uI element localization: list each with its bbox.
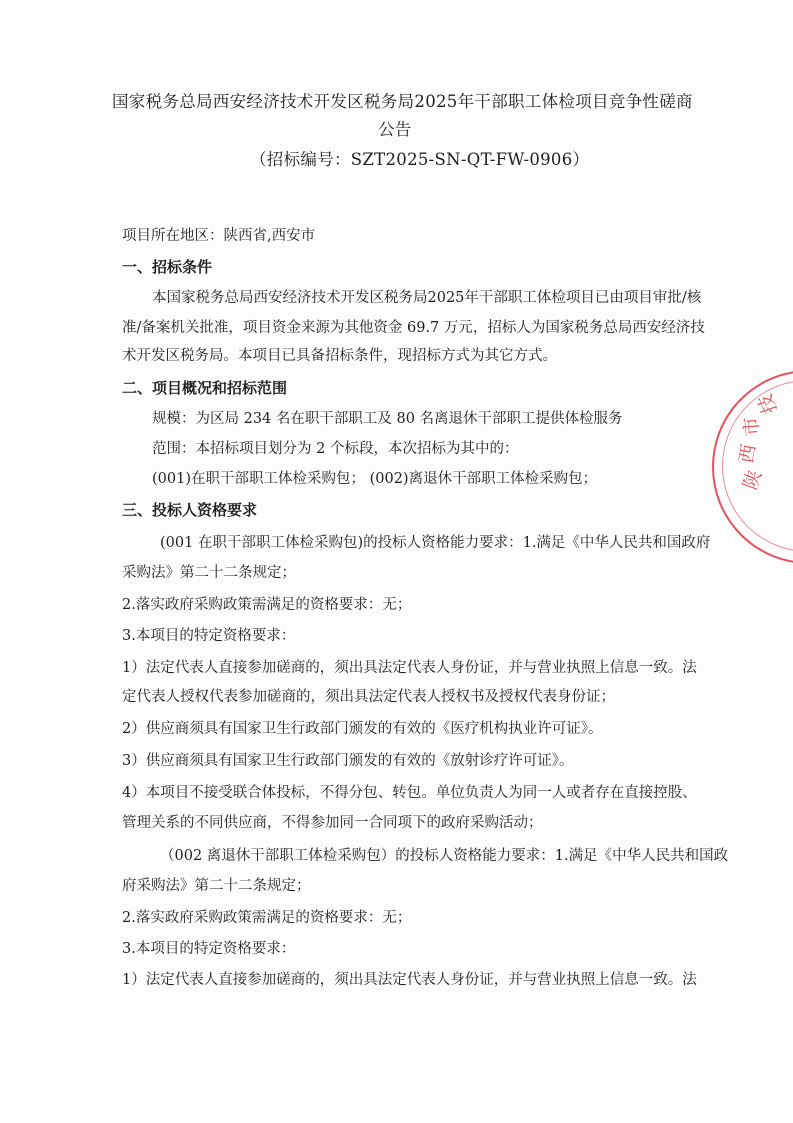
section1-heading: 一、招标条件 [122, 258, 213, 276]
section3-line: 府采购法》第二十二条规定； [122, 878, 311, 894]
section3-line: 2）供应商须具有国家卫生行政部门颁发的有效的《医疗机构执业许可证》。 [122, 721, 603, 737]
section3-line: 采购法》第二十二条规定； [122, 565, 296, 581]
section2-heading: 二、项目概况和招标范围 [122, 379, 288, 397]
seal-glyph: 西 [735, 442, 761, 466]
seal-glyph: 陕 [739, 467, 767, 493]
project-location: 项目所在地区：陕西省,西安市 [122, 228, 316, 244]
section3-line: 管理关系的不同供应商，不得参加同一合同项下的政府采购活动； [122, 815, 543, 831]
section3-line: 定代表人授权代表参加磋商的，须出具法定代表人授权书及授权代表身份证； [122, 689, 615, 705]
section1-para-line: 本国家税务总局西安经济技术开发区税务局2025年干部职工体检项目已由项目审批/核 [152, 290, 702, 306]
section3-line: （002 离退休干部职工体检采购包）的投标人资格能力要求：1.满足《中华人民共和国政 [160, 848, 729, 864]
section1-para-line: 术开发区税务局。本项目已具备招标条件，现招标方式为其它方式。 [122, 348, 557, 364]
seal-glyph: 市 [740, 415, 764, 437]
doc-title-line2: 公告 [378, 120, 412, 139]
section3-line: (001 在职干部职工体检采购包)的投标人资格能力要求：1.满足《中华人民共和国政府 [160, 535, 711, 551]
section3-line: 1）法定代表人直接参加磋商的，须出具法定代表人身份证，并与营业执照上信息一致。法 [122, 660, 697, 676]
section3-line: 3.本项目的特定资格要求： [122, 628, 296, 644]
section3-line: 3）供应商须具有国家卫生行政部门颁发的有效的《放射诊疗许可证》。 [122, 753, 574, 769]
section3-line: 3.本项目的特定资格要求： [122, 941, 296, 957]
section3-line: 1）法定代表人直接参加磋商的，须出具法定代表人身份证，并与营业执照上信息一致。法 [122, 972, 697, 988]
section3-line: 2.落实政府采购政策需满足的资格要求：无； [122, 910, 412, 926]
section1-para-line: 准/备案机关批准，项目资金来源为其他资金 69.7 万元，招标人为国家税务总局西安经济技 [122, 320, 705, 336]
section2-scale: 规模：为区局 234 名在职干部职工及 80 名离退休干部职工提供体检服务 [152, 411, 623, 427]
section3-line: 2.落实政府采购政策需满足的资格要求：无； [122, 597, 412, 613]
section3-heading: 三、投标人资格要求 [122, 501, 258, 519]
seal-glyph: 技 [754, 391, 782, 417]
section2-scope: 范围：本招标项目划分为 2 个标段，本次招标为其中的： [152, 441, 519, 457]
bid-number: （招标编号：SZT2025-SN-QT-FW-0906） [250, 150, 590, 169]
section3-line: 4）本项目不接受联合体投标，不得分包、转包。单位负责人为同一人或者存在直接控股、 [122, 785, 697, 801]
section2-lots: (001)在职干部职工体检采购包； (002)离退休干部职工体检采购包； [152, 471, 598, 487]
doc-title-line1: 国家税务总局西安经济技术开发区税务局2025年干部职工体检项目竞争性磋商 [112, 92, 693, 111]
